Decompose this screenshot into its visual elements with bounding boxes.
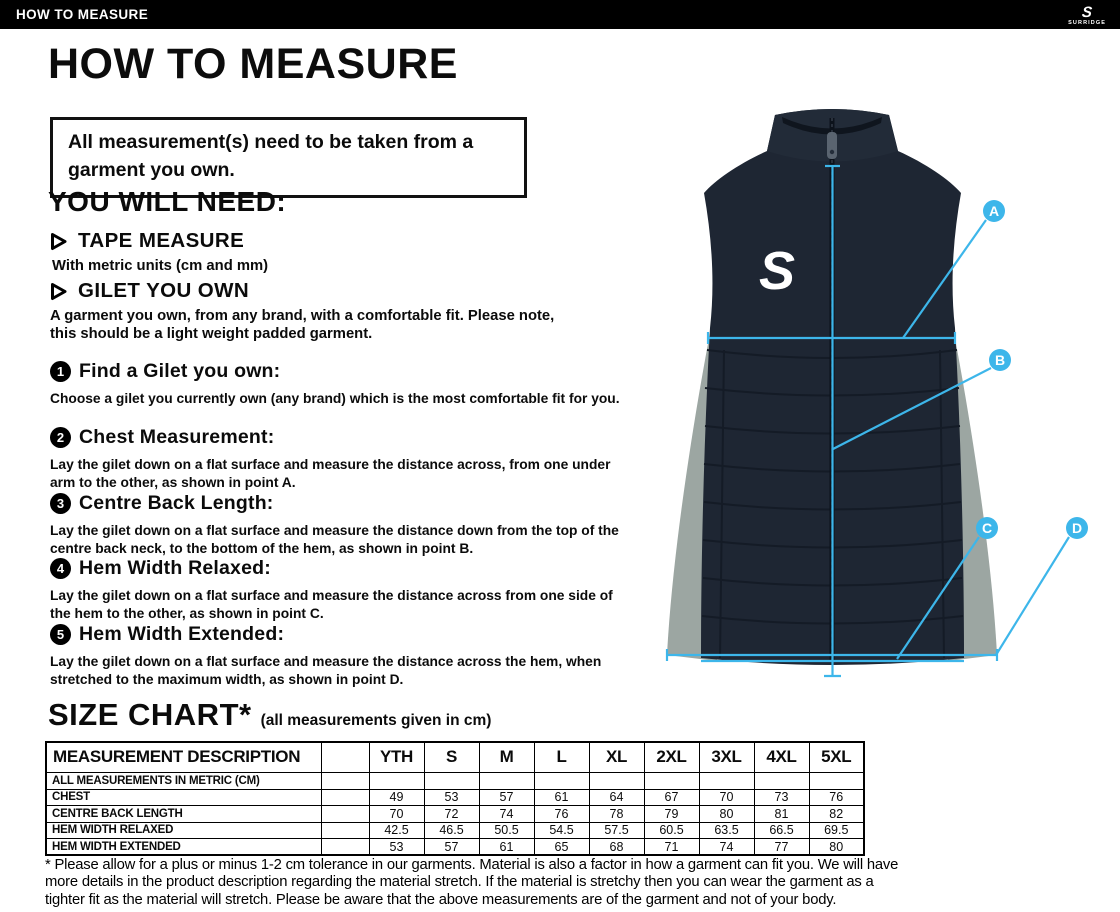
size-value: 73 xyxy=(754,789,809,806)
size-value: 63.5 xyxy=(699,822,754,839)
size-value: 54.5 xyxy=(534,822,589,839)
table-row-hem-width-extended xyxy=(46,839,864,856)
step-desc: Lay the gilet down on a flat surface and measure the distance down from the top of the centre back neck, to the bottom of the hem, as shown in point B. xyxy=(50,523,619,556)
marker-a-badge xyxy=(983,200,1005,222)
you-will-need-heading: YOU WILL NEED: xyxy=(48,186,287,217)
marker-d-leader xyxy=(996,537,1069,655)
column-header: 3XL xyxy=(699,742,754,772)
need-item-tape-measure xyxy=(50,229,268,275)
brand-name: SURRIDGE xyxy=(1068,19,1106,26)
row-label: CHEST xyxy=(46,789,321,806)
size-value: 65 xyxy=(534,839,589,856)
size-value: 82 xyxy=(809,806,864,823)
row-label: HEM WIDTH RELAXED xyxy=(46,822,321,839)
table-header-row xyxy=(46,742,864,772)
size-value: 53 xyxy=(369,839,424,856)
table-row-centre-back-length xyxy=(46,806,864,823)
column-header: YTH xyxy=(369,742,424,772)
step-desc: Lay the gilet down on a flat surface and measure the distance across from one side of the hem to the other, as shown in point C. xyxy=(50,588,613,621)
column-header: MEASUREMENT DESCRIPTION xyxy=(46,742,321,772)
page-title: HOW TO MEASURE xyxy=(48,40,458,88)
size-value: 57 xyxy=(424,839,479,856)
svg-text:C: C xyxy=(981,520,993,536)
size-value: 42.5 xyxy=(369,822,424,839)
footnote-line: tighter fit as the material will stretch. Please be aware that the above measurements are of the garment and not of your body. xyxy=(45,891,837,908)
size-value: 57.5 xyxy=(589,822,644,839)
svg-text:D: D xyxy=(1071,520,1083,536)
play-triangle-icon xyxy=(50,232,68,251)
marker-c-badge xyxy=(976,517,998,539)
top-bar xyxy=(0,0,1120,29)
step-number-badge: 1 xyxy=(50,361,71,382)
top-bar-title: HOW TO MEASURE xyxy=(16,7,149,22)
step-number-badge: 4 xyxy=(50,558,71,579)
column-header: M xyxy=(479,742,534,772)
size-value: 69.5 xyxy=(809,822,864,839)
size-value: 64 xyxy=(589,789,644,806)
step-4 xyxy=(50,557,628,622)
step-desc: Choose a gilet you currently own (any brand) which is the most comfortable fit for you. xyxy=(50,391,620,406)
surridge-s-icon: S xyxy=(1081,3,1093,21)
gilet-measurement-diagram xyxy=(620,88,1120,703)
step-desc: Lay the gilet down on a flat surface and measure the distance across the hem, when stretched to the maximum width, as shown in point D. xyxy=(50,654,602,687)
step-title: Hem Width Relaxed: xyxy=(79,557,271,579)
step-title: Chest Measurement: xyxy=(79,426,275,448)
marker-d-badge xyxy=(1066,517,1088,539)
step-number-badge: 3 xyxy=(50,493,71,514)
size-value: 70 xyxy=(699,789,754,806)
step-5 xyxy=(50,623,628,688)
footnote-text xyxy=(45,857,1113,909)
step-title: Centre Back Length: xyxy=(79,492,274,514)
column-header: 2XL xyxy=(644,742,699,772)
size-value: 53 xyxy=(424,789,479,806)
column-header: 5XL xyxy=(809,742,864,772)
gilet-diagram-svg xyxy=(620,88,1120,703)
table-row-hem-width-relaxed xyxy=(46,822,864,839)
size-value: 78 xyxy=(589,806,644,823)
column-header: L xyxy=(534,742,589,772)
size-value: 81 xyxy=(754,806,809,823)
size-value: 74 xyxy=(699,839,754,856)
size-value: 77 xyxy=(754,839,809,856)
column-header: XL xyxy=(589,742,644,772)
size-value: 72 xyxy=(424,806,479,823)
svg-text:B: B xyxy=(994,352,1006,368)
row-label: HEM WIDTH EXTENDED xyxy=(46,839,321,856)
need-item-gilet xyxy=(50,279,566,344)
need-item-desc: A garment you own, from any brand, with a comfortable fit. Please note, this should be a light weight padded garment. xyxy=(50,308,555,343)
size-value: 76 xyxy=(809,789,864,806)
step-desc: Lay the gilet down on a flat surface and measure the distance across, from one under arm to the other, as shown in point A. xyxy=(50,457,611,490)
notice-text: All measurement(s) need to be taken from a garment you own. xyxy=(68,131,474,181)
column-header: S xyxy=(424,742,479,772)
table-subheader-row xyxy=(46,772,864,789)
step-title: Find a Gilet you own: xyxy=(79,360,281,382)
size-value: 79 xyxy=(644,806,699,823)
row-label: CENTRE BACK LENGTH xyxy=(46,806,321,823)
marker-b-badge xyxy=(989,349,1011,371)
size-value: 46.5 xyxy=(424,822,479,839)
size-value: 61 xyxy=(534,789,589,806)
size-value: 80 xyxy=(809,839,864,856)
surridge-chest-logo: S xyxy=(758,241,796,301)
size-chart-subtitle: (all measurements given in cm) xyxy=(260,712,492,729)
step-3 xyxy=(50,492,628,557)
size-value: 76 xyxy=(534,806,589,823)
size-value: 49 xyxy=(369,789,424,806)
footnote-line: more details in the product description regarding the material stretch. If the material is stretchy then you can wear the garment as a xyxy=(45,874,874,891)
size-chart-title: SIZE CHART* xyxy=(48,697,252,732)
size-value: 70 xyxy=(369,806,424,823)
step-number-badge: 2 xyxy=(50,427,71,448)
size-value: 74 xyxy=(479,806,534,823)
size-value: 67 xyxy=(644,789,699,806)
need-item-title: TAPE MEASURE xyxy=(78,229,245,252)
size-value: 60.5 xyxy=(644,822,699,839)
svg-text:A: A xyxy=(988,203,1000,219)
size-value: 66.5 xyxy=(754,822,809,839)
need-item-desc: With metric units (cm and mm) xyxy=(52,258,269,274)
column-header: 4XL xyxy=(754,742,809,772)
table-row-chest xyxy=(46,789,864,806)
play-triangle-icon xyxy=(50,282,68,301)
footnote-line: * Please allow for a plus or minus 1-2 cm tolerance in our garments. Material is also a factor in how a garment can fit you. We will have xyxy=(45,857,899,873)
brand-logo xyxy=(1068,5,1106,27)
size-value: 50.5 xyxy=(479,822,534,839)
size-value: 61 xyxy=(479,839,534,856)
size-value: 68 xyxy=(589,839,644,856)
step-number-badge: 5 xyxy=(50,624,71,645)
step-1 xyxy=(50,360,628,408)
size-chart-table xyxy=(45,741,865,856)
size-value: 80 xyxy=(699,806,754,823)
column-header xyxy=(321,742,369,772)
step-2 xyxy=(50,426,628,491)
size-value: 57 xyxy=(479,789,534,806)
step-title: Hem Width Extended: xyxy=(79,623,285,645)
size-value: 71 xyxy=(644,839,699,856)
zip-pull xyxy=(827,132,837,159)
need-item-title: GILET YOU OWN xyxy=(78,279,250,302)
subheader-label: ALL MEASUREMENTS IN METRIC (CM) xyxy=(46,772,321,789)
size-chart-heading-row xyxy=(48,697,491,733)
